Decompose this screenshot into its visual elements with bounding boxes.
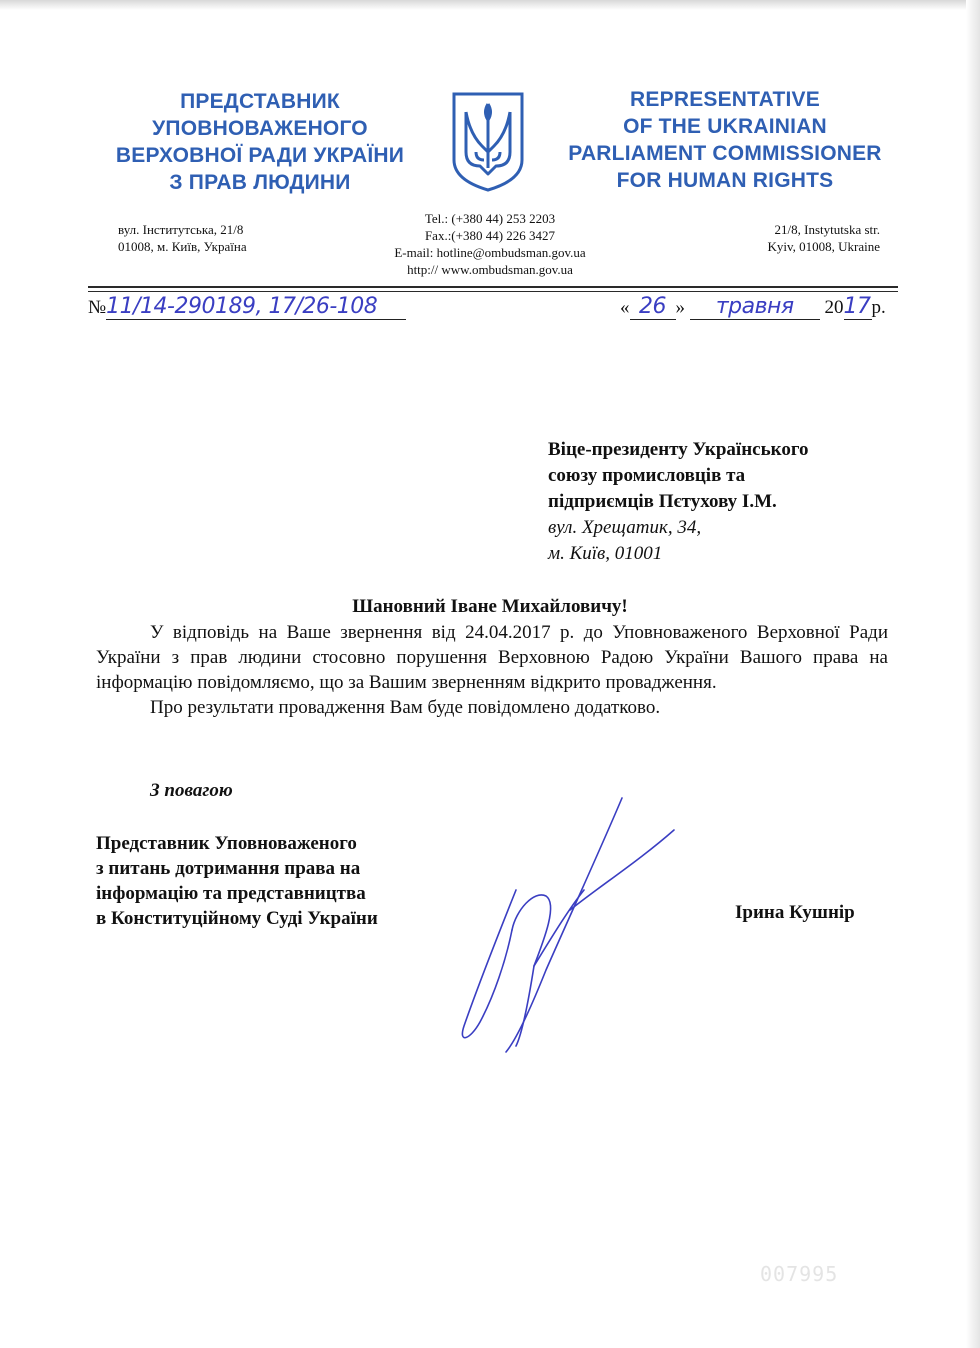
address-ua — [118, 221, 247, 255]
recipient-line: Віце-президенту Українського — [548, 439, 809, 460]
scan-right-edge — [966, 0, 980, 1348]
position-line: інформацію та представництва — [96, 883, 366, 904]
reference-number — [88, 294, 406, 320]
signer-position — [96, 831, 378, 931]
reference-date — [620, 294, 886, 320]
date-open-quote: « — [620, 297, 630, 318]
header-ua-line: УПОВНОВАЖЕНОГО — [152, 117, 368, 140]
recipient-line: підприємців Пєтухову І.М. — [548, 491, 777, 512]
header-ua-line: ВЕРХОВНОЇ РАДИ УКРАЇНИ — [115, 144, 405, 167]
header-ua-line: ПРЕДСТАВНИК — [180, 90, 340, 113]
contacts-block — [360, 210, 620, 278]
number-value: 11/14-290189, 17/26-108 — [106, 294, 406, 320]
letter-body — [96, 620, 888, 720]
header-en-line: FOR HUMAN RIGHTS — [616, 169, 834, 192]
date-day: 26 — [630, 294, 676, 320]
recipient-block — [548, 437, 808, 567]
contact-tel: Tel.: (+380 44) 253 2203 — [424, 211, 556, 226]
handwritten-signature — [450, 790, 690, 1060]
header-divider-thin — [88, 291, 898, 292]
address-ua-line: 01008, м. Київ, Україна — [118, 239, 247, 254]
address-en-line: 21/8, Instytutska str. — [774, 222, 880, 237]
stamp-number: 007995 — [760, 1262, 839, 1286]
header-en-line: REPRESENTATIVE — [630, 88, 820, 111]
position-line: з питань дотримання права на — [96, 858, 361, 879]
header-title-en — [560, 86, 890, 194]
address-ua-line: вул. Інститутська, 21/8 — [118, 222, 244, 237]
date-close-quote: » — [675, 297, 685, 318]
header-en-line: OF THE UKRAINIAN — [623, 115, 827, 138]
contact-email: E-mail: hotline@ombudsman.gov.ua — [394, 245, 586, 260]
header-title-ua — [100, 88, 420, 196]
header-ua-line: З ПРАВ ЛЮДИНИ — [169, 171, 351, 194]
address-en-line: Kyiv, 01008, Ukraine — [767, 239, 880, 254]
letter-greeting: Шановний Іване Михайловичу! — [352, 596, 628, 617]
scan-top-edge — [0, 0, 980, 10]
date-month: травня — [690, 294, 820, 320]
header-en-line: PARLIAMENT COMMISSIONER — [568, 142, 882, 165]
contact-fax: Fax.:(+380 44) 226 3427 — [424, 228, 556, 243]
recipient-city: м. Київ, 01001 — [548, 543, 663, 564]
letter-regards: З повагою — [150, 780, 233, 801]
letter-paragraph: У відповідь на Ваше звернення від 24.04.2017 р. до Уповноваженого Верховної Ради України з прав людини стосовно порушення Верховною Радою України Вашого права на інформацію повідомляємо, що за Вашим зверненням відкрито провадження. — [96, 622, 888, 693]
number-label: № — [88, 297, 107, 318]
trident-coat-of-arms-icon — [450, 90, 526, 194]
position-line: в Конституційному Суді України — [96, 908, 378, 929]
header-divider — [88, 286, 898, 288]
recipient-street: вул. Хрещатик, 34, — [548, 517, 702, 538]
position-line: Представник Уповноваженого — [96, 833, 357, 854]
address-en — [720, 221, 880, 255]
recipient-line: союзу промисловців та — [548, 465, 746, 486]
date-year-suffix: 17 — [843, 294, 871, 319]
date-year-prefix: 20 — [824, 297, 844, 318]
letter-paragraph: Про результати провадження Вам буде повідомлено додатково. — [150, 697, 661, 718]
date-year-label: р. — [871, 297, 886, 318]
signer-name: Ірина Кушнір — [735, 902, 855, 923]
contact-web: http:// www.ombudsman.gov.ua — [407, 262, 573, 277]
